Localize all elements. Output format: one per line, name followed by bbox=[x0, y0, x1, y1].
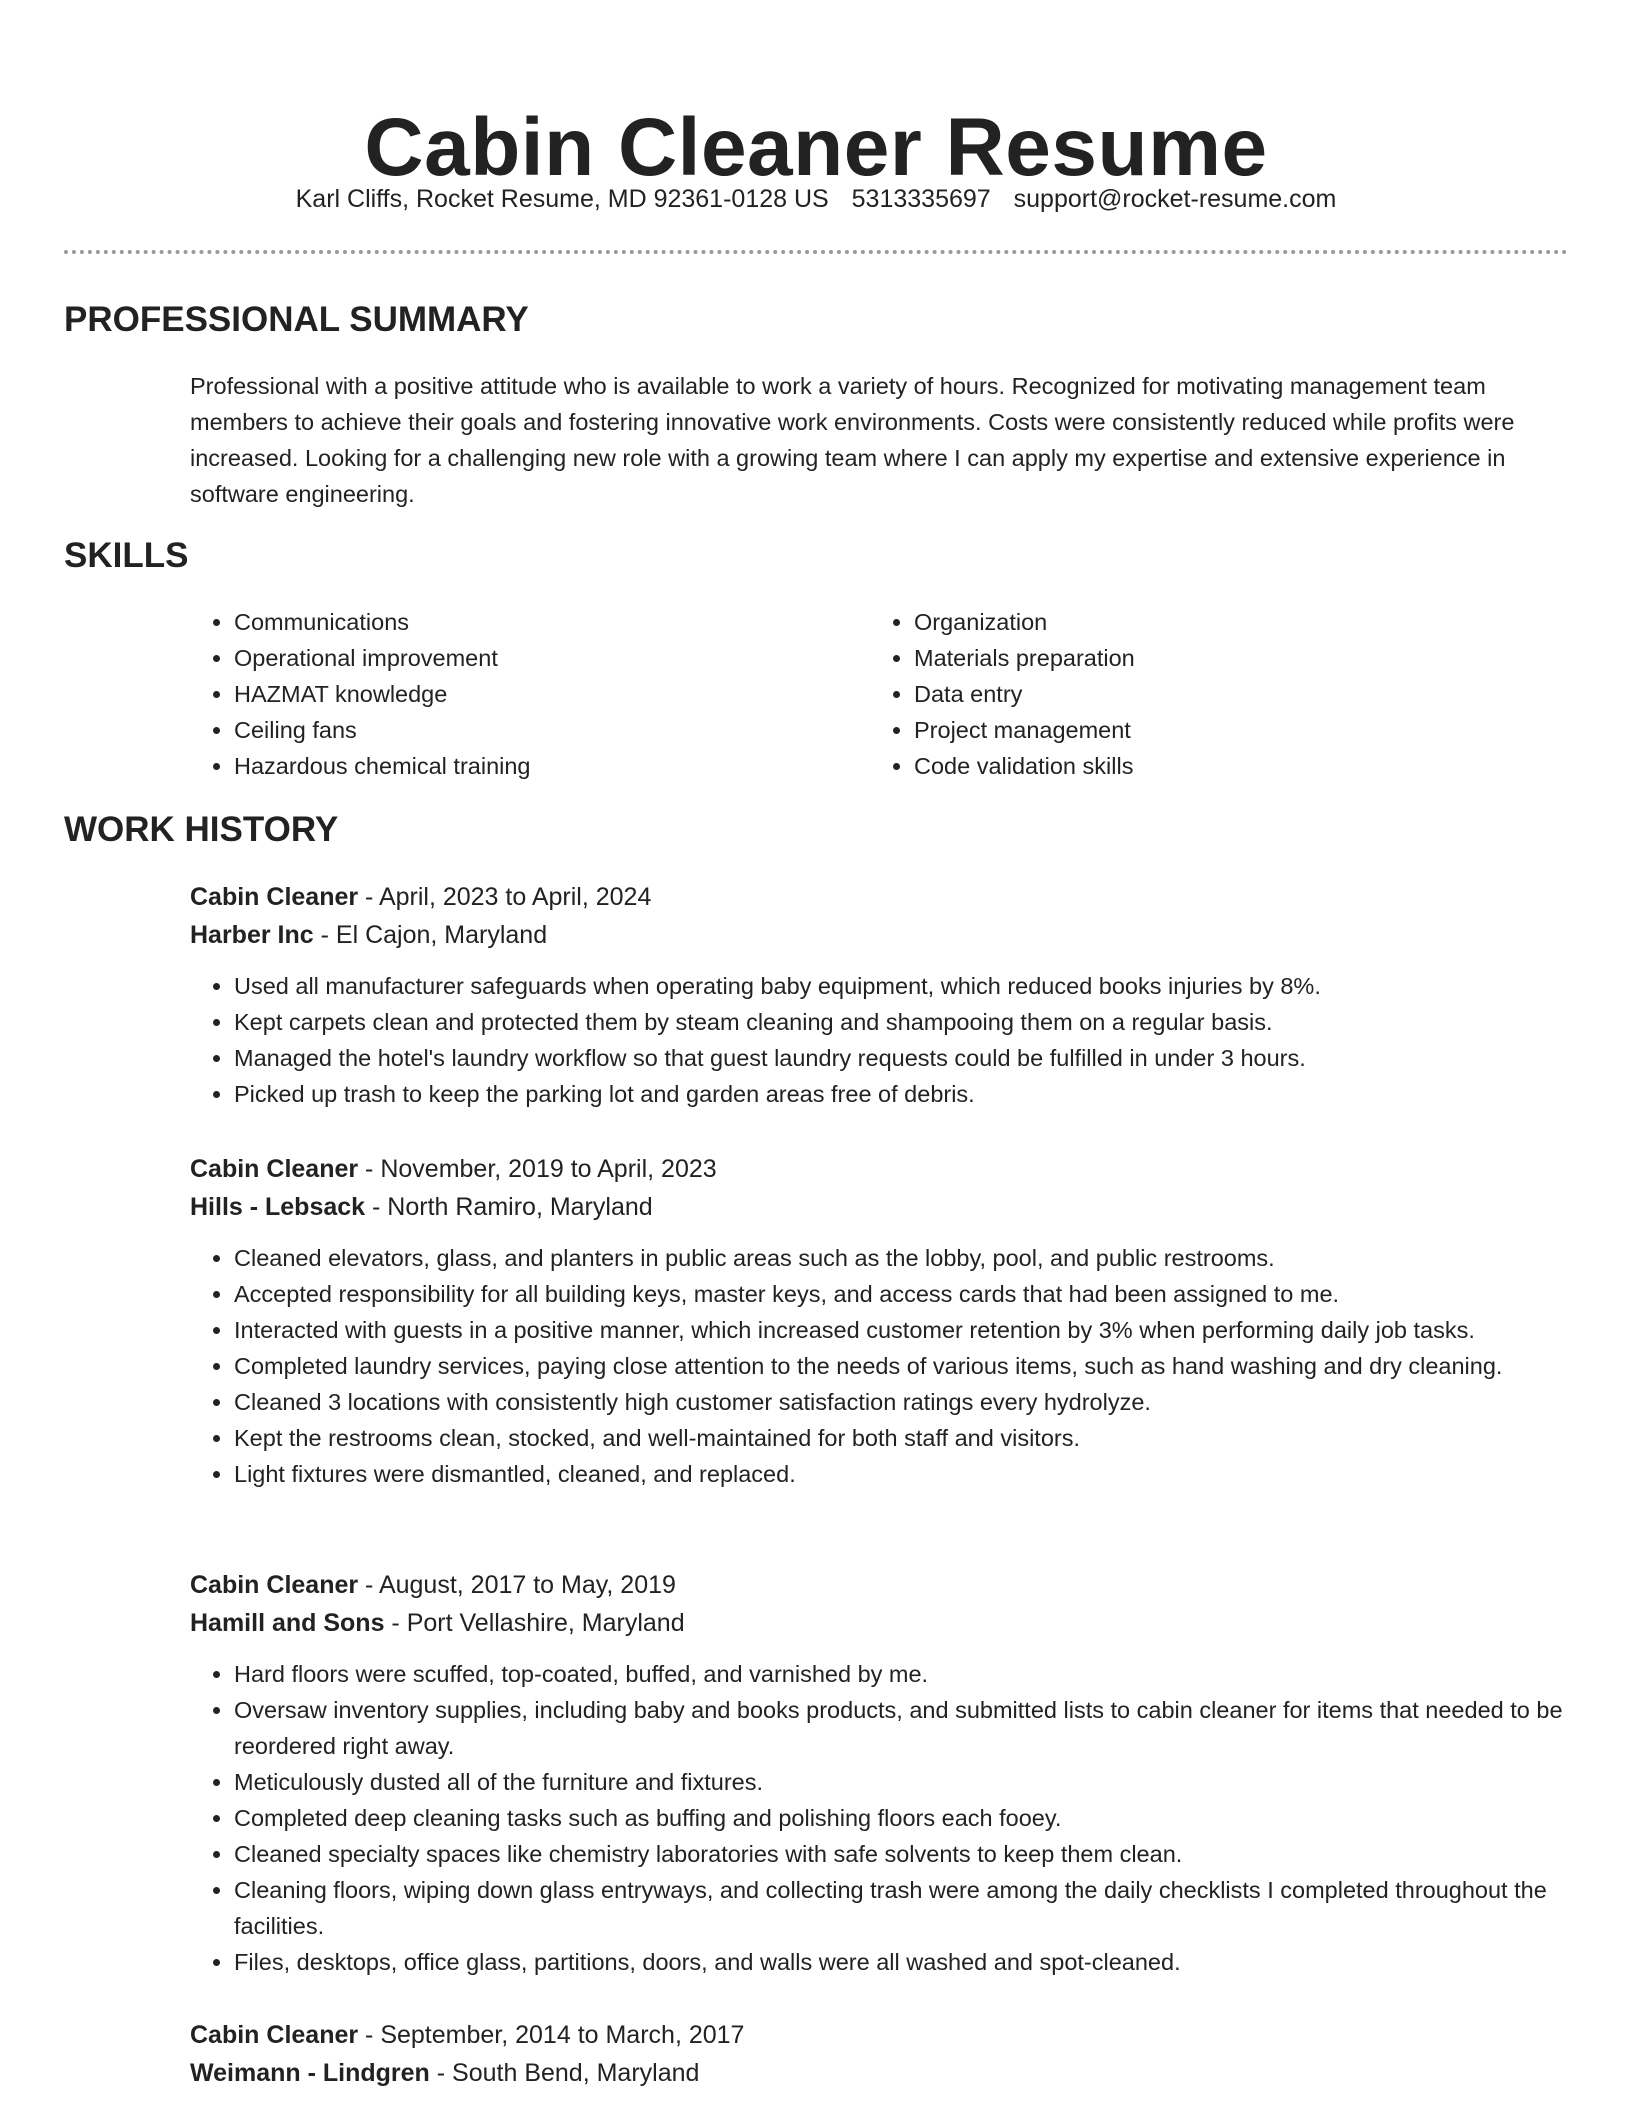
job-entry bbox=[190, 1150, 1580, 1492]
header-divider bbox=[64, 250, 1568, 254]
work-history-heading: WORK HISTORY bbox=[64, 810, 339, 849]
job-entry bbox=[190, 1566, 1580, 1980]
job-entry bbox=[190, 2016, 1580, 2092]
job-bullet: • Kept the restrooms clean, stocked, and well-maintained for both staff and visitors. bbox=[234, 1420, 1580, 1456]
job-title: Cabin Cleaner bbox=[190, 883, 359, 911]
job-bullet: • Cleaned elevators, glass, and planters in public areas such as the lobby, pool, and public restrooms. bbox=[234, 1240, 1580, 1276]
job-company-line bbox=[190, 1188, 1580, 1226]
job-title-line bbox=[190, 1566, 1580, 1604]
job-bullet: • Completed laundry services, paying close attention to the needs of various items, such as hand washing and dry cleaning. bbox=[234, 1348, 1580, 1384]
summary-heading: PROFESSIONAL SUMMARY bbox=[64, 300, 529, 339]
resume-title: Cabin Cleaner Resume bbox=[364, 101, 1268, 193]
contact-email: support@rocket-resume.com bbox=[1013, 185, 1337, 213]
job-title: Cabin Cleaner bbox=[190, 1571, 359, 1599]
skill-item: • Ceiling fans bbox=[234, 712, 830, 748]
skill-item: • Data entry bbox=[914, 676, 1510, 712]
contact-line bbox=[0, 184, 1632, 214]
job-bullet: • Interacted with guests in a positive manner, which increased customer retention by 3% when performing daily job tasks. bbox=[234, 1312, 1580, 1348]
skill-item: • Hazardous chemical training bbox=[234, 748, 830, 784]
job-company: Harber Inc bbox=[190, 921, 314, 949]
job-title-line bbox=[190, 2016, 1580, 2054]
job-company: Hills - Lebsack bbox=[190, 1193, 366, 1221]
contact-phone: 5313335697 bbox=[851, 185, 991, 213]
job-bullet: • Used all manufacturer safeguards when operating baby equipment, which reduced books injuries by 8%. bbox=[234, 968, 1580, 1004]
skill-item: • HAZMAT knowledge bbox=[234, 676, 830, 712]
job-bullets bbox=[190, 1240, 1580, 1492]
job-bullet: • Light fixtures were dismantled, cleaned, and replaced. bbox=[234, 1456, 1580, 1492]
job-bullet: • Hard floors were scuffed, top-coated, buffed, and varnished by me. bbox=[234, 1656, 1580, 1692]
job-bullet: • Picked up trash to keep the parking lot and garden areas free of debris. bbox=[234, 1076, 1580, 1112]
skill-item: • Communications bbox=[234, 604, 830, 640]
skill-item: • Project management bbox=[914, 712, 1510, 748]
job-bullet: • Cleaning floors, wiping down glass entryways, and collecting trash were among the daily checklists I completed throughout the facilities. bbox=[234, 1872, 1580, 1944]
job-dates: - August, 2017 to May, 2019 bbox=[358, 1571, 676, 1599]
job-bullet: • Meticulously dusted all of the furniture and fixtures. bbox=[234, 1764, 1580, 1800]
job-company-line bbox=[190, 916, 1580, 954]
job-dates: - September, 2014 to March, 2017 bbox=[358, 2021, 745, 2049]
skills-column-left bbox=[190, 604, 830, 784]
job-bullet: • Cleaned 3 locations with consistently high customer satisfaction ratings every hydrolyze. bbox=[234, 1384, 1580, 1420]
skill-item: • Code validation skills bbox=[914, 748, 1510, 784]
job-bullets bbox=[190, 968, 1580, 1112]
job-company-line bbox=[190, 2054, 1580, 2092]
skill-item: • Materials preparation bbox=[914, 640, 1510, 676]
job-title: Cabin Cleaner bbox=[190, 1155, 359, 1183]
job-title-line bbox=[190, 878, 1580, 916]
job-bullet: • Accepted responsibility for all building keys, master keys, and access cards that had been assigned to me. bbox=[234, 1276, 1580, 1312]
job-location: - Port Vellashire, Maryland bbox=[384, 1609, 685, 1637]
skill-item: • Operational improvement bbox=[234, 640, 830, 676]
summary-text: Professional with a positive attitude who is available to work a variety of hours. Recognized for motivating management team members to achieve their goals and fostering innovative work environments. Costs were consistently reduced while profits were increased. Looking for a challenging new role with a growing team where I can apply my expertise and extensive experience in software engineering. bbox=[190, 373, 1515, 507]
job-title-line bbox=[190, 1150, 1580, 1188]
skills-column-right bbox=[870, 604, 1510, 784]
job-bullet: • Completed deep cleaning tasks such as buffing and polishing floors each fooey. bbox=[234, 1800, 1580, 1836]
job-bullet: • Managed the hotel's laundry workflow so that guest laundry requests could be fulfilled in under 3 hours. bbox=[234, 1040, 1580, 1076]
job-bullet: • Files, desktops, office glass, partitions, doors, and walls were all washed and spot-cleaned. bbox=[234, 1944, 1580, 1980]
job-location: - South Bend, Maryland bbox=[429, 2059, 700, 2087]
job-company: Hamill and Sons bbox=[190, 1609, 385, 1637]
job-bullet: • Oversaw inventory supplies, including baby and books products, and submitted lists to cabin cleaner for items that needed to be reordered right away. bbox=[234, 1692, 1580, 1764]
job-location: - El Cajon, Maryland bbox=[313, 921, 548, 949]
job-company: Weimann - Lindgren bbox=[190, 2059, 430, 2087]
skills-heading: SKILLS bbox=[64, 536, 189, 575]
job-bullet: • Kept carpets clean and protected them by steam cleaning and shampooing them on a regular basis. bbox=[234, 1004, 1580, 1040]
job-dates: - November, 2019 to April, 2023 bbox=[358, 1155, 717, 1183]
job-bullets bbox=[190, 1656, 1580, 1980]
job-entry bbox=[190, 878, 1580, 1112]
job-dates: - April, 2023 to April, 2024 bbox=[358, 883, 652, 911]
contact-address: Karl Cliffs, Rocket Resume, MD 92361-0128 US bbox=[295, 185, 829, 213]
job-company-line bbox=[190, 1604, 1580, 1642]
job-location: - North Ramiro, Maryland bbox=[365, 1193, 653, 1221]
job-bullet: • Cleaned specialty spaces like chemistry laboratories with safe solvents to keep them clean. bbox=[234, 1836, 1580, 1872]
job-title: Cabin Cleaner bbox=[190, 2021, 359, 2049]
skill-item: • Organization bbox=[914, 604, 1510, 640]
